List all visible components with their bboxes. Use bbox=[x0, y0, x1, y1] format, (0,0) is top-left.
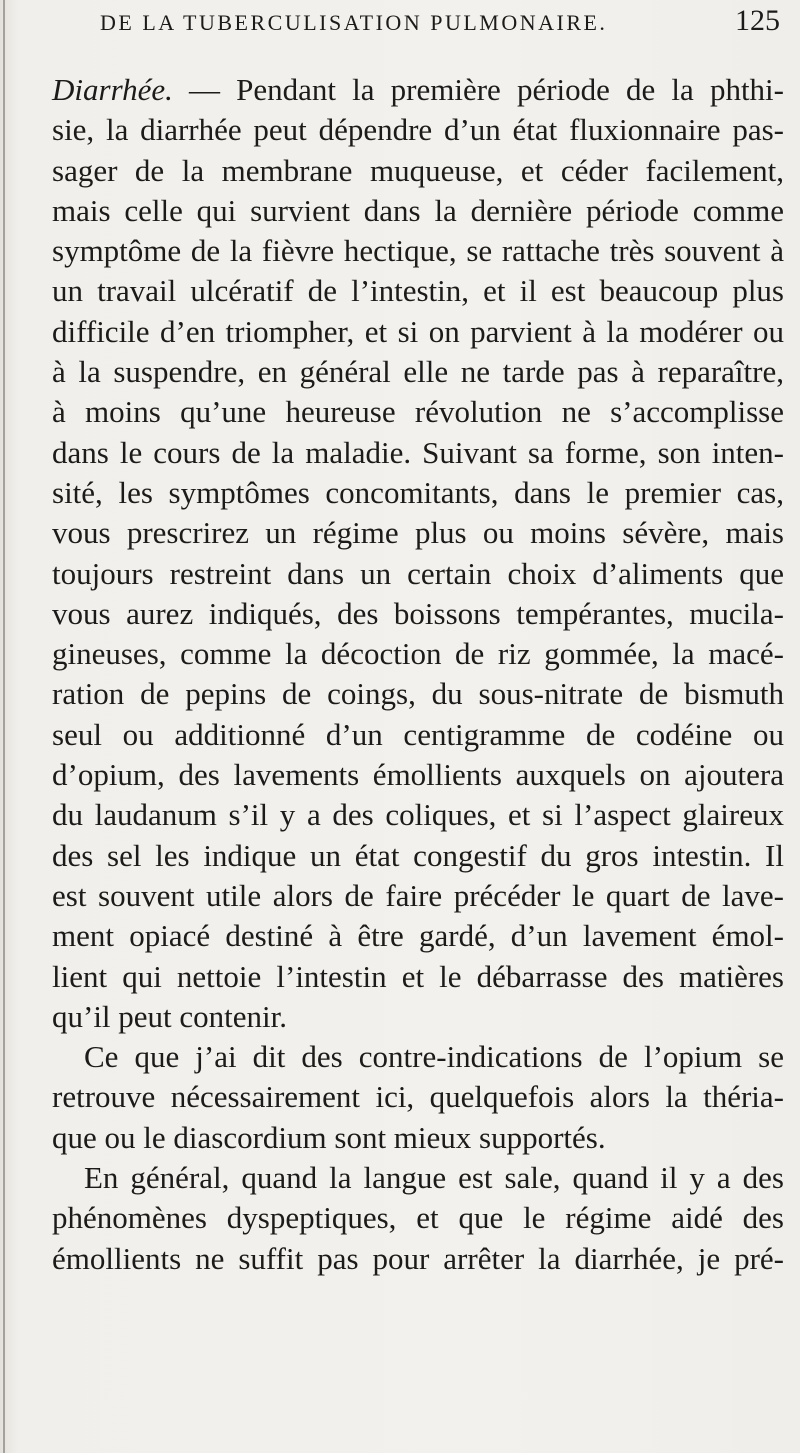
text-line: des sel les indique un état congestif du gros intestin. Il bbox=[52, 837, 784, 873]
text-line: En général, quand la langue est sale, quand il y a des bbox=[84, 1160, 784, 1196]
text-line: qu’il peut contenir. bbox=[52, 998, 288, 1034]
paragraph-en-general bbox=[52, 1158, 784, 1279]
text-line: Ce que j’ai dit des contre-indications de l’opium se bbox=[84, 1039, 784, 1075]
body-text bbox=[52, 70, 784, 1279]
text-line: Diarrhée. — Pendant la première période de la phthi- bbox=[52, 72, 784, 107]
paragraph-diarrhee bbox=[52, 70, 784, 1037]
text-line: un travail ulcératif de l’intestin, et il est beaucoup plus bbox=[52, 273, 784, 309]
text-line: toujours restreint dans un certain choix d’aliments que bbox=[52, 555, 784, 591]
text-line: que ou le diascordium sont mieux supportés. bbox=[52, 1119, 606, 1155]
text-line: seul ou additionné d’un centigramme de codéine ou bbox=[52, 716, 784, 752]
page-number: 125 bbox=[735, 4, 780, 37]
text-line: à la suspendre, en général elle ne tarde pas à reparaître, bbox=[52, 354, 784, 390]
text-line: vous aurez indiqués, des boissons tempérantes, mucila- bbox=[52, 595, 784, 631]
text-line: sité, les symptômes concomitants, dans le premier cas, bbox=[52, 474, 784, 510]
text-line: du laudanum s’il y a des coliques, et si l’aspect glaireux bbox=[52, 797, 784, 833]
text-line: symptôme de la fièvre hectique, se rattache très souvent à bbox=[52, 233, 784, 269]
text-line: ment opiacé destiné à être gardé, d’un lavement émol- bbox=[52, 918, 784, 954]
text-line: difficile d’en triompher, et si on parvient à la modérer ou bbox=[52, 313, 784, 349]
paragraph-contre-indications bbox=[52, 1037, 784, 1158]
text-line: lient qui nettoie l’intestin et le débarrasse des matières bbox=[52, 958, 784, 994]
binding-edge bbox=[3, 0, 5, 1453]
text-line: dans le cours de la maladie. Suivant sa forme, son inten- bbox=[52, 434, 784, 470]
text-line: gineuses, comme la décoction de riz gommée, la macé- bbox=[52, 636, 784, 672]
text-line: retrouve nécessairement ici, quelquefois alors la théria- bbox=[52, 1079, 784, 1115]
section-lead: Diarrhée. bbox=[52, 72, 173, 107]
text-line: ration de pepins de coings, du sous-nitrate de bismuth bbox=[52, 676, 784, 712]
text-line: à moins qu’une heureuse révolution ne s’accomplisse bbox=[52, 394, 784, 430]
text-line: émollients ne suffit pas pour arrêter la diarrhée, je pré- bbox=[52, 1240, 784, 1276]
text-line: phénomènes dyspeptiques, et que le régime aidé des bbox=[52, 1200, 784, 1236]
text-line: vous prescrirez un régime plus ou moins sévère, mais bbox=[52, 515, 784, 551]
text-line: est souvent utile alors de faire précéder le quart de lave- bbox=[52, 877, 784, 913]
page-header bbox=[100, 4, 780, 44]
running-head: DE LA TUBERCULISATION PULMONAIRE. bbox=[100, 10, 608, 35]
text-line: mais celle qui survient dans la dernière période comme bbox=[52, 192, 784, 228]
text-line: sager de la membrane muqueuse, et céder facilement, bbox=[52, 152, 784, 188]
text-line: sie, la diarrhée peut dépendre d’un état fluxionnaire pas- bbox=[52, 112, 784, 148]
text-line: d’opium, des lavements émollients auxquels on ajoutera bbox=[52, 757, 784, 793]
